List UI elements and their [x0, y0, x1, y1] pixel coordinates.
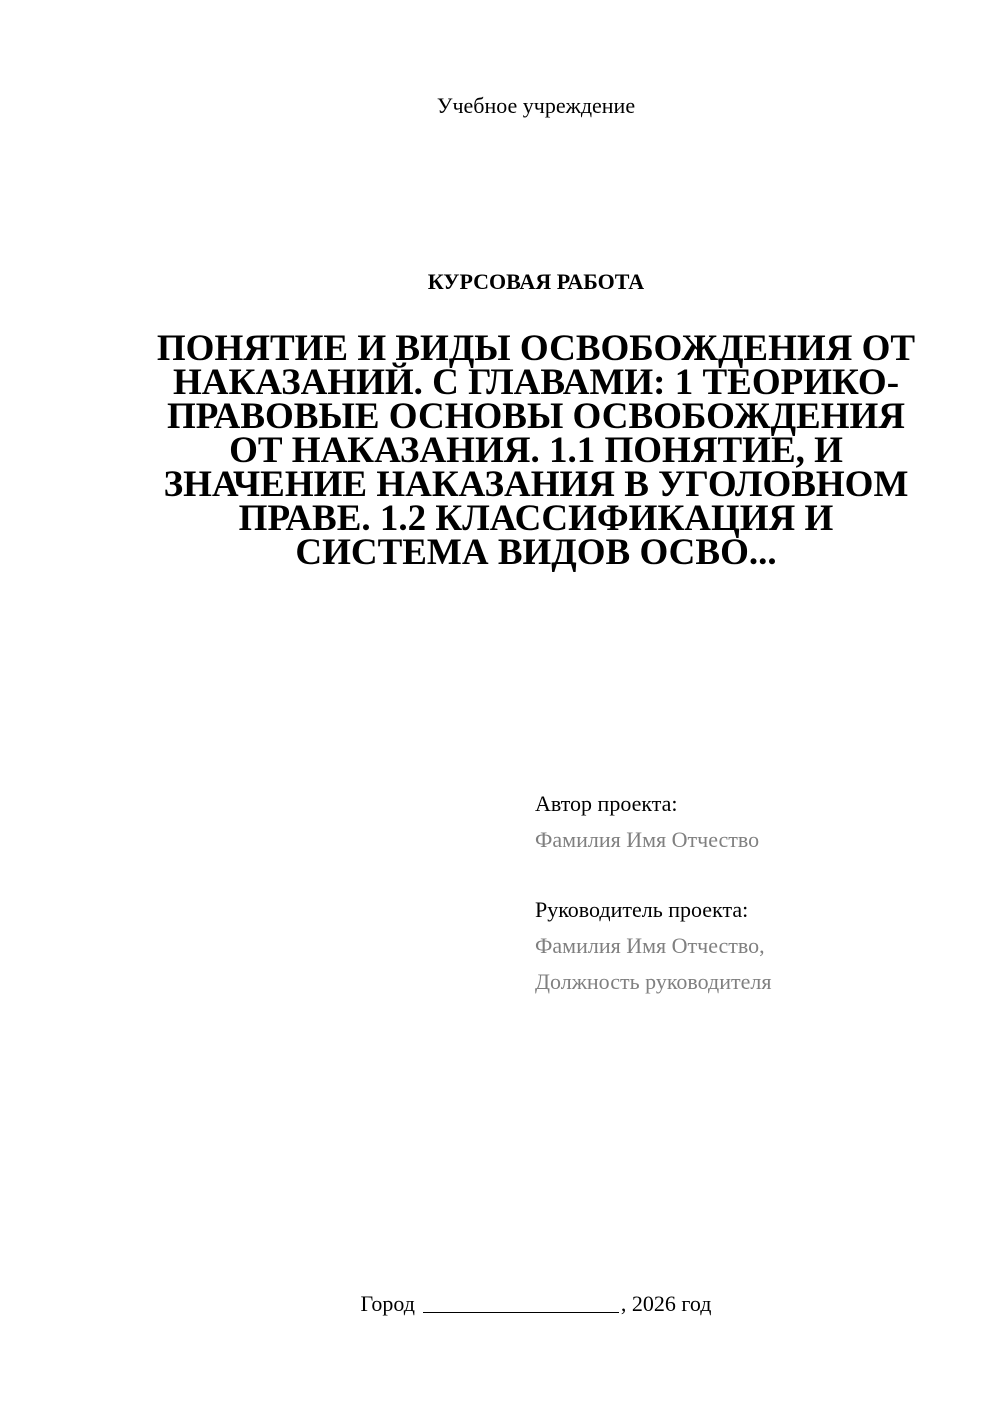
work-title: ПОНЯТИЕ И ВИДЫ ОСВОБОЖДЕНИЯ ОТ НАКАЗАНИЙ. С ГЛАВАМИ: 1 ТЕОРИКО-ПРАВОВЫЕ ОСНОВЫ ОСВОБОЖДЕНИЯ ОТ НАКАЗАНИЯ. 1.1 ПОНЯТИЕ, И ЗНАЧЕНИЕ НАКАЗАНИЯ В УГОЛОВНОМ ПРАВЕ. 1.2 КЛАССИФИКАЦИЯ И СИСТЕМА ВИДОВ ОСВО...	[156, 328, 916, 573]
work-type-heading: КУРСОВАЯ РАБОТА	[427, 269, 645, 294]
author-name: Фамилия Имя Отчество	[535, 827, 760, 852]
supervisor-name: Фамилия Имя Отчество,	[535, 933, 765, 958]
author-label: Автор проекта:	[535, 791, 678, 816]
city-year-line	[0, 1290, 1000, 1318]
author-block	[535, 786, 975, 858]
supervisor-block	[535, 892, 975, 1000]
institution-name: Учебное учреждение	[436, 93, 636, 118]
year-text: , 2026 год	[620, 1291, 712, 1316]
city-label: Город	[360, 1291, 415, 1316]
supervisor-position: Должность руководителя	[535, 969, 772, 994]
supervisor-label: Руководитель проекта:	[535, 897, 749, 922]
city-blank-line	[423, 1292, 619, 1313]
